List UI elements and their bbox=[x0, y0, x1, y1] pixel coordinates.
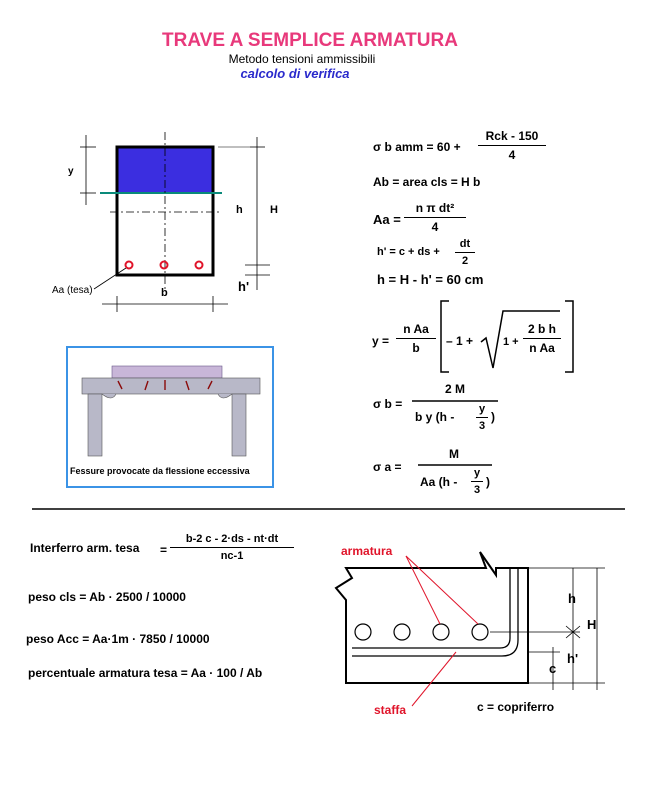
sigma-b-amm-den: 4 bbox=[508, 148, 516, 162]
sigma-b-den-suffix: ) bbox=[491, 410, 495, 424]
rebar bbox=[394, 624, 410, 640]
y-lhs: y = bbox=[372, 334, 390, 348]
copriferro-label: c = copriferro bbox=[477, 700, 555, 714]
label-b: b bbox=[161, 287, 168, 299]
peso-cls-formula: peso cls = Ab · 2500 / 10000 bbox=[28, 590, 186, 604]
y-one-plus: 1 + bbox=[503, 336, 519, 348]
sigma-a-den-den: 3 bbox=[473, 484, 481, 496]
armatura-leader bbox=[406, 556, 440, 624]
h-prime-den: 2 bbox=[461, 255, 469, 267]
sigma-a-lhs: σ a = bbox=[373, 460, 402, 474]
interferro-eq: = bbox=[160, 543, 168, 557]
y-den: b bbox=[412, 341, 420, 355]
y-num: n Aa bbox=[396, 322, 436, 339]
sigma-a-den-num: y bbox=[471, 467, 483, 482]
sigma-b-lhs: σ b = bbox=[373, 397, 403, 411]
page-title: TRAVE A SEMPLICE ARMATURA bbox=[162, 30, 458, 51]
label-h: h bbox=[236, 204, 243, 216]
sigma-a-den-suffix: ) bbox=[486, 475, 490, 489]
label-H: H bbox=[270, 204, 278, 216]
detail-label-h: h bbox=[568, 591, 576, 606]
detail-label-H: H bbox=[587, 617, 597, 632]
label-h-prime: h' bbox=[238, 279, 250, 294]
y-inner-num: 2 b h bbox=[523, 322, 561, 339]
peso-acc-formula: peso Acc = Aa·1m · 7850 / 10000 bbox=[26, 632, 210, 646]
sigma-b-amm-lhs: σ b amm = 60 + bbox=[373, 140, 461, 154]
concrete-outline bbox=[336, 552, 528, 683]
rebar bbox=[355, 624, 371, 640]
y-inner-den: n Aa bbox=[529, 341, 555, 355]
label-y: y bbox=[68, 166, 74, 177]
aa-num: n π dt² bbox=[404, 201, 466, 218]
staffa-leader bbox=[412, 652, 456, 706]
photo-caption: Fessure provocate da flessione eccessiva bbox=[70, 466, 250, 476]
percentuale-formula: percentuale armatura tesa = Aa · 100 / Ab bbox=[28, 666, 263, 680]
ab-formula: Ab = area cls = H b bbox=[373, 175, 481, 189]
y-minus-one: – 1 + bbox=[446, 334, 474, 348]
sigma-a-den-prefix: Aa (h - bbox=[420, 475, 458, 489]
interferro-num: b-2 c - 2·ds - nt·dt bbox=[170, 533, 294, 548]
rebar bbox=[433, 624, 449, 640]
detail-label-h-prime: h' bbox=[567, 651, 579, 666]
interferro-lhs: Interferro arm. tesa bbox=[30, 541, 140, 555]
aa-den: 4 bbox=[431, 220, 439, 234]
sigma-a-num: M bbox=[449, 447, 459, 461]
rebar bbox=[472, 624, 488, 640]
h-prime-num: dt bbox=[455, 238, 475, 253]
aa-lhs: Aa = bbox=[373, 212, 401, 227]
sigma-b-den-num: y bbox=[476, 403, 488, 418]
interferro-den: nc-1 bbox=[220, 550, 244, 562]
sigma-b-den-prefix: b y (h - bbox=[415, 410, 455, 424]
label-aa-tesa: Aa (tesa) bbox=[52, 285, 93, 296]
armatura-label: armatura bbox=[341, 544, 393, 558]
detail-label-c: c bbox=[549, 661, 557, 676]
sigma-b-den-den: 3 bbox=[478, 420, 486, 432]
h-value-formula: h = H - h' = 60 cm bbox=[377, 272, 484, 287]
h-prime-lhs: h' = c + ds + bbox=[377, 246, 440, 258]
calc-subtitle: calcolo di verifica bbox=[240, 66, 350, 81]
method-subtitle: Metodo tensioni ammissibili bbox=[228, 52, 376, 66]
staffa-label: staffa bbox=[374, 703, 407, 717]
sigma-b-amm-num: Rck - 150 bbox=[478, 129, 546, 146]
sigma-b-num: 2 M bbox=[444, 382, 465, 396]
